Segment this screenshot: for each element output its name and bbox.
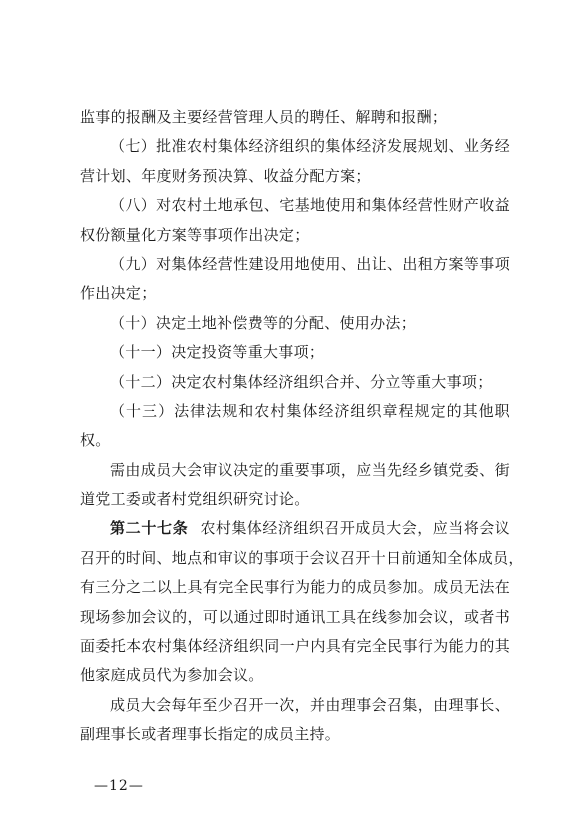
text-line: 召开的时间、地点和审议的事项于会议召开十日前通知全体成员， <box>80 548 524 567</box>
text-line: （十三）法律法规和农村集体经济组织章程规定的其他职 <box>110 401 510 420</box>
text-line: 需由成员大会审议决定的重要事项，应当先经乡镇党委、街 <box>110 460 510 479</box>
text-line: 农村集体经济组织召开成员大会，应当将会议 <box>200 519 510 538</box>
text-line: 有三分之二以上具有完全民事行为能力的成员参加。成员无法在 <box>80 578 510 597</box>
text-line: （十）决定土地补偿费等的分配、使用办法； <box>110 313 417 332</box>
text-line: （八）对农村土地承包、宅基地使用和集体经营性财产收益 <box>110 196 510 215</box>
text-line: 现场参加会议的，可以通过即时通讯工具在线参加会议，或者书 <box>80 607 510 626</box>
text-line: 成员大会每年至少召开一次，并由理事会召集，由理事长、 <box>110 695 510 714</box>
text-line: 副理事长或者理事长指定的成员主持。 <box>80 725 341 744</box>
text-line: 权份额量化方案等事项作出决定； <box>80 225 310 244</box>
text-line: （十二）决定农村集体经济组织合并、分立等重大事项； <box>110 372 493 391</box>
text-line: （七）批准农村集体经济组织的集体经济发展规划、业务经 <box>110 137 510 156</box>
article-first-line <box>80 514 510 543</box>
page-number: —12— <box>94 778 144 794</box>
article-heading: 第二十七条 <box>110 519 189 538</box>
text-line: 权。 <box>80 431 111 450</box>
text-line: 营计划、年度财务预决算、收益分配方案； <box>80 166 371 185</box>
text-line: 面委托本农村集体经济组织同一户内具有完全民事行为能力的其 <box>80 637 510 656</box>
text-line: 他家庭成员代为参加会议。 <box>80 666 264 685</box>
document-body <box>80 103 524 750</box>
text-line: 道党工委或者村党组织研究讨论。 <box>80 490 310 509</box>
text-line: 作出决定； <box>80 284 157 303</box>
text-line: （十一）决定投资等重大事项； <box>110 343 325 362</box>
text-line: （九）对集体经营性建设用地使用、出让、出租方案等事项 <box>110 254 510 273</box>
text-line: 监事的报酬及主要经营管理人员的聘任、解聘和报酬； <box>80 108 448 126</box>
